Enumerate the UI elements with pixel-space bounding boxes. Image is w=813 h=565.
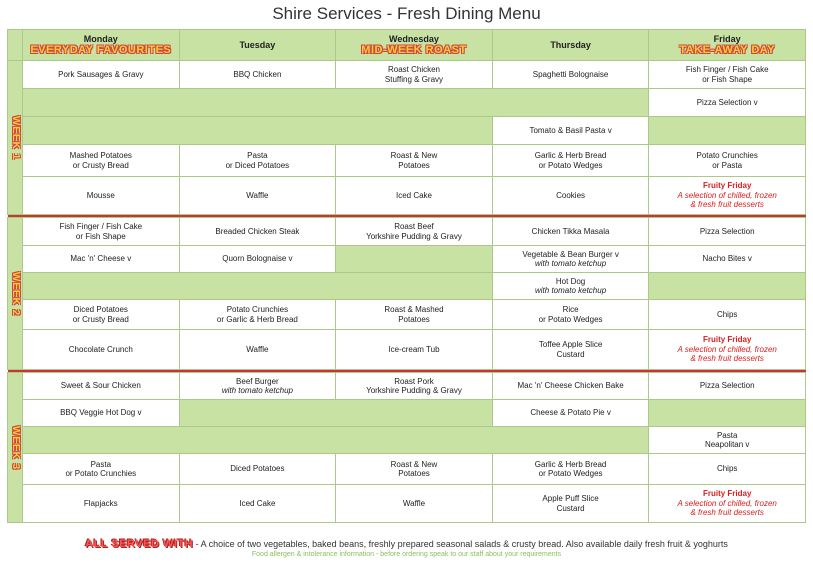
week3-row <box>8 400 806 427</box>
menu-cell: Roast & New Potatoes <box>336 145 493 177</box>
week3-row <box>8 485 806 523</box>
menu-cell: Chips <box>649 454 806 485</box>
day-header-thursday: Thursday <box>492 30 649 61</box>
day-header-wednesday: Wednesday MID-WEEK ROAST <box>336 30 493 61</box>
menu-cell: Nacho Bites v <box>649 246 806 273</box>
menu-cell: Iced Cake <box>336 177 493 215</box>
menu-cell: Pizza Selection <box>649 373 806 400</box>
day-theme-wednesday: MID-WEEK ROAST <box>361 44 467 56</box>
menu-cell: Potato Crunchies or Pasta <box>649 145 806 177</box>
empty-cell <box>23 427 649 454</box>
week-label-2: WEEK 2 <box>8 218 23 370</box>
menu-cell: Pizza Selection v <box>649 89 806 117</box>
allergen-note: Food allergen & intolerance information - before ordering speak to our staff about your requirements <box>251 551 562 558</box>
page-title: Shire Services - Fresh Dining Menu <box>272 4 541 23</box>
week3-row <box>8 427 806 454</box>
menu-cell: Cookies <box>492 177 649 215</box>
week2-row <box>8 273 806 300</box>
menu-cell: Quorn Bolognaise v <box>179 246 336 273</box>
menu-cell: Tomato & Basil Pasta v <box>492 117 649 145</box>
menu-cell: Garlic & Herb Bread or Potato Wedges <box>492 145 649 177</box>
menu-cell: Chips <box>649 300 806 330</box>
menu-cell: Diced Potatoes <box>179 454 336 485</box>
menu-cell: Iced Cake <box>179 485 336 523</box>
menu-cell: Rice or Potato Wedges <box>492 300 649 330</box>
day-header-tuesday: Tuesday <box>179 30 336 61</box>
menu-cell: Mac 'n' Cheese Chicken Bake <box>492 373 649 400</box>
served-with-note <box>0 538 813 550</box>
week2-row <box>8 330 806 370</box>
fruity-friday-cell: Fruity Friday A selection of chilled, frozen & fresh fruit desserts <box>649 330 806 370</box>
menu-cell: Garlic & Herb Bread or Potato Wedges <box>492 454 649 485</box>
week3-row <box>8 373 806 400</box>
week1-row <box>8 117 806 145</box>
menu-cell: Pasta or Potato Crunchies <box>23 454 180 485</box>
menu-cell: Cheese & Potato Pie v <box>492 400 649 427</box>
day-header-friday: Friday TAKE-AWAY DAY <box>649 30 806 61</box>
week-label-1: WEEK 1 <box>8 61 23 215</box>
menu-cell: Ice-cream Tub <box>336 330 493 370</box>
empty-cell <box>336 246 493 273</box>
menu-cell: BBQ Veggie Hot Dog v <box>23 400 180 427</box>
fruity-friday-cell: Fruity Friday A selection of chilled, frozen & fresh fruit desserts <box>649 177 806 215</box>
week2-row <box>8 246 806 273</box>
menu-cell: Fish Finger / Fish Cake or Fish Shape <box>649 61 806 89</box>
week-label-3: WEEK 3 <box>8 373 23 523</box>
menu-cell: Waffle <box>336 485 493 523</box>
menu-cell: Roast Pork Yorkshire Pudding & Gravy <box>336 373 493 400</box>
day-header-row <box>8 30 806 61</box>
menu-cell: Roast & Mashed Potatoes <box>336 300 493 330</box>
menu-cell: Mousse <box>23 177 180 215</box>
menu-cell: Roast Beef Yorkshire Pudding & Gravy <box>336 218 493 246</box>
week2-row <box>8 218 806 246</box>
week2-row <box>8 300 806 330</box>
week1-row <box>8 177 806 215</box>
week1-row <box>8 89 806 117</box>
menu-cell: Roast & New Potatoes <box>336 454 493 485</box>
menu-cell: Chicken Tikka Masala <box>492 218 649 246</box>
menu-cell: BBQ Chicken <box>179 61 336 89</box>
corner-cell <box>8 30 23 61</box>
empty-cell <box>23 117 493 145</box>
day-theme-friday: TAKE-AWAY DAY <box>679 44 776 56</box>
menu-cell: Waffle <box>179 177 336 215</box>
menu-cell: Pizza Selection <box>649 218 806 246</box>
menu-cell: Waffle <box>179 330 336 370</box>
menu-cell: Fish Finger / Fish Cake or Fish Shape <box>23 218 180 246</box>
empty-cell <box>649 117 806 145</box>
menu-cell: Flapjacks <box>23 485 180 523</box>
menu-cell: Beef Burger with tomato ketchup <box>179 373 336 400</box>
served-with-tag: ALL SERVED WITH <box>85 538 194 550</box>
week3-row <box>8 454 806 485</box>
fruity-friday-cell: Fruity Friday A selection of chilled, frozen & fresh fruit desserts <box>649 485 806 523</box>
menu-cell: Roast Chicken Stuffing & Gravy <box>336 61 493 89</box>
menu-cell: Potato Crunchies or Garlic & Herb Bread <box>179 300 336 330</box>
menu-cell: Pasta Neapolitan v <box>649 427 806 454</box>
menu-cell: Breaded Chicken Steak <box>179 218 336 246</box>
menu-cell: Chocolate Crunch <box>23 330 180 370</box>
menu-cell: Sweet & Sour Chicken <box>23 373 180 400</box>
week1-row <box>8 61 806 89</box>
menu-cell: Toffee Apple Slice Custard <box>492 330 649 370</box>
served-with-text: - A choice of two vegetables, baked beans, freshly prepared seasonal salads & crusty bread. Also available daily fresh fruit & yoghurts <box>193 539 728 549</box>
day-theme-monday: EVERYDAY FAVOURITES <box>30 44 172 56</box>
empty-cell <box>649 273 806 300</box>
day-header-monday: Monday EVERYDAY FAVOURITES <box>23 30 180 61</box>
menu-cell: Mashed Potatoes or Crusty Bread <box>23 145 180 177</box>
menu-cell: Mac 'n' Cheese v <box>23 246 180 273</box>
empty-cell <box>23 89 649 117</box>
menu-cell: Diced Potatoes or Crusty Bread <box>23 300 180 330</box>
menu-cell: Pork Sausages & Gravy <box>23 61 180 89</box>
empty-cell <box>649 400 806 427</box>
menu-cell: Pasta or Diced Potatoes <box>179 145 336 177</box>
menu-cell: Spaghetti Bolognaise <box>492 61 649 89</box>
empty-cell <box>23 273 493 300</box>
week1-row <box>8 145 806 177</box>
empty-cell <box>179 400 492 427</box>
menu-cell: Vegetable & Bean Burger v with tomato ketchup <box>492 246 649 273</box>
menu-cell: Apple Puff Slice Custard <box>492 485 649 523</box>
menu-cell: Hot Dog with tomato ketchup <box>492 273 649 300</box>
menu-grid <box>7 29 806 523</box>
